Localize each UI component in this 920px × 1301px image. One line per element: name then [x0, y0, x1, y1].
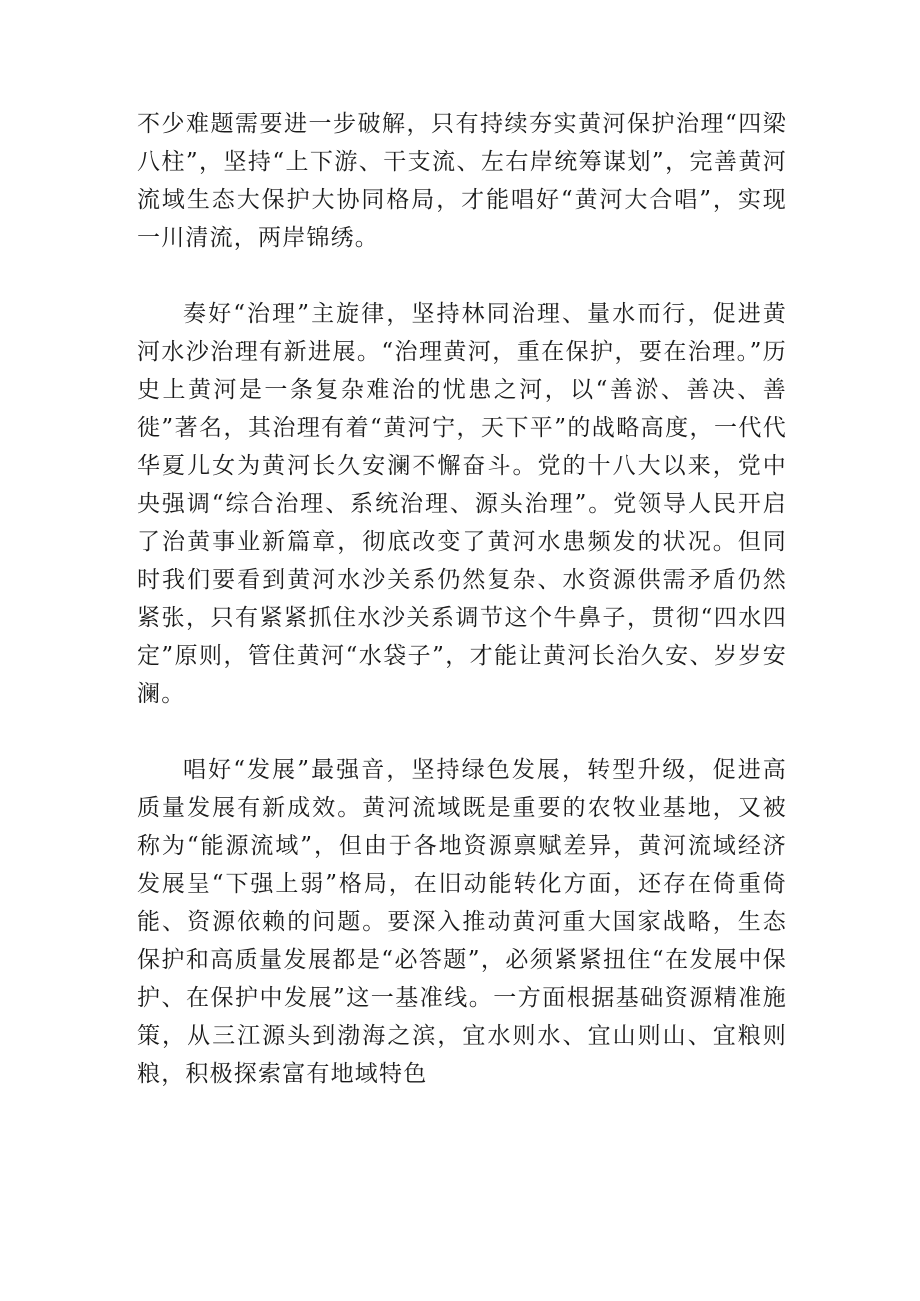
paragraph-3: 唱好“发展”最强音，坚持绿色发展，转型升级，促进高质量发展有新成效。黄河流域既是重要的农牧业基地，又被称为“能源流域”，但由于各地资源禀赋差异，黄河流域经济发展呈“下强上弱”格局，在旧动能转化方面，还存在倚重倚能、资源依赖的问题。要深入推动黄河重大国家战略，生态保护和高质量发展都是“必答题”，必须紧紧扭住“在发展中保护、在保护中发展”这一基准线。一方面根据基础资源精准施策，从三江源头到渤海之滨，宜水则水、宜山则山、宜粮则粮，积极探索富有地域特色: [137, 757, 787, 1087]
document-body: [137, 105, 787, 1093]
paragraph-2: 奏好“治理”主旋律，坚持林同治理、量水而行，促进黄河水沙治理有新进展。“治理黄河，重在保护，要在治理。”历史上黄河是一条复杂难治的忧患之河，以“善淤、善决、善徙”著名，其治理有着“黄河宁，天下平”的战略高度，一代代华夏儿女为黄河长久安澜不懈奋斗。党的十八大以来，党中央强调“综合治理、系统治理、源头治理”。党领导人民开启了治黄事业新篇章，彻底改变了黄河水患频发的状况。但同时我们要看到黄河水沙关系仍然复杂、水资源供需矛盾仍然紧张，只有紧紧抓住水沙关系调节这个牛鼻子，贯彻“四水四定”原则，管住黄河“水袋子”，才能让黄河长治久安、岁岁安澜。: [137, 301, 787, 707]
paragraph-1: 不少难题需要进一步破解，只有持续夯实黄河保护治理“四梁八柱”，坚持“上下游、干支流、左右岸统筹谋划”，完善黄河流域生态大保护大协同格局，才能唱好“黄河大合唱”，实现一川清流，两岸锦绣。: [137, 111, 787, 251]
